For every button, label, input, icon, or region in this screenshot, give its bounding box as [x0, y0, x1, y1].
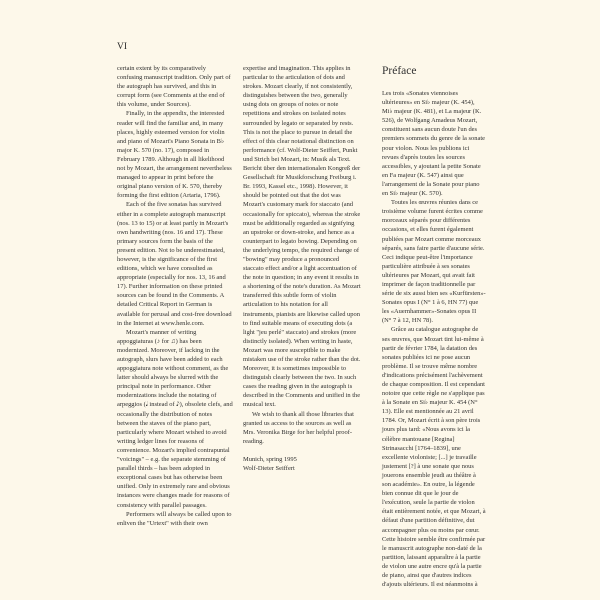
paragraph: Toutes les œuvres réunies dans ce troisième volume furent écrites comme morceaux séparés pour différentes occasions, et elles furent également publiées par Mozart comme morceaux séparés, sans faire partie d'aucune série. Ceci indique peut-être l'importance particulière attribuée à ses sonates ultérieures par Mozart, qui avait fait imprimer de façon traditionnelle par série de six aussi bien ses «Kurfürsten»-Sonates opus I (N° 1 à 6, HN 77) que les «Auernhammer»-Sonates opus II (N° 7 à 12, HN 78). — [382, 199, 486, 325]
paragraph: Grâce au catalogue autographe de ses œuvres, que Mozart tint lui-même à partir de février 1784, la datation des sonates publiées ici ne pose aucun problème. Il se trouve même nombre d'indications précisément l'achèvement de chaque composition. Il est cependant notoire que cette règle ne s'applique pas à la Sonate en Si♭ majeur K. 454 (N° 13). Elle est mentionnée au 21 avril 1784. Or, Mozart écrit à son père trois jours plus tard: «Nous avons ici la célèbre mantouane [Regina] Strinasacchi [1764–1839], une excellente violoniste; [...] je travaille justement [?] à une sonate que nous jouerons ensemble jeudi au théâtre à son académie». En outre, la légende bien connue dit que le jour de l'exécution, seule la partie de violon était entièrement notée, et que Mozart, à défaut d'une partition définitive, dut accompagner plus ou moins par cœur. Cette histoire semble être confirmée par le manuscrit autographe non-daté de la partition, laissant apparaître à la partie de violon une autre encre qu'à la partie de piano, ainsi que d'autres indices d'ajouts ultérieurs. Il est néanmoins à — [382, 326, 486, 589]
paragraph: certain extent by its comparatively confusing manuscript tradition. Only part of the autograph has survived, and this in corrupt form (see Comments at the end of this volume, under Sources). — [117, 65, 231, 109]
paragraph: We wish to thank all those libraries that granted us access to the sources as well as Mrs. Veronika Birge for her helpful proof-reading. — [243, 410, 354, 445]
paragraph: Les trois «Sonates viennoises ultérieures» en Si♭ majeur (K. 454), Mi♭ majeur (K. 481), et La majeur (K. 526), de Wolfgang Amadeus Mozart, constituent sans aucun doute l'un des premiers sommets du genre de la sonate pour violon. Nous les publions ici revues d'après toutes les sources accessibles, y ajoutant la petite Sonate en Fa majeur (K. 547) ainsi que l'arrangement de la Sonate pour piano en Si♭ majeur (K. 570). — [382, 90, 485, 198]
text-column-right — [382, 64, 486, 589]
paragraph: Each of the five sonatas has survived either in a complete autograph manuscript (nos. 13 to 15) or at least partly in Mozart's own handwriting (nos. 16 and 17). These primary sources form the basis of the present edition. Not to be underestimated, however, is the significance of the first editions, which we have consulted as appropriate (especially for nos. 13, 16 and 17). Further information on these printed sources can be found in the Comments. A detailed Critical Report in German is available for perusal and cost-free download in the Internet at www.henle.com. — [117, 201, 232, 327]
signature-block — [243, 455, 361, 473]
paragraph: expertise and imagination. This applies in particular to the articulation of dots and strokes. Mozart clearly, if not consistently, distinguishes between the two, generally using dots on groups of notes or note repetitions and strokes on isolated notes surrounded by legato or separated by rests. This is not the place to pursue in detail the effect of this clear notational distinction on performance (cf. Wolf-Dieter Seiffert, Punkt und Strich bei Mozart, in: Musik als Text. Bericht über den internationalen Kongreß der Gesellschaft für Musikforschung Freiburg i. Br. 1993, Kassel etc., 1998). However, it should be pointed out that the dot was Mozart's customary mark for staccato (and occasionally for spiccato), whereas the stroke must be additionally regarded as signifying an upstroke or down-stroke, and hence as a counterpart to legato bowing. Depending on the underlying tempo, the required change of "bowing" may produce a pronounced staccato effect and/or a light accentuation of the note in question; in any event it results in a shortening of the note's duration. As Mozart transferred this subtle form of violin articulation to his notation for all instruments, pianists are likewise called upon to find suitable means of executing dots (a light "jeu perlé" staccato) and strokes (more distinctly isolated). When writing in haste, Mozart was more susceptible to make mistaken use of the stroke rather than the dot. Moreover, it is sometimes impossible to distinguish clearly between the two. In such cases the reading given in the autograph is described in the Comments and unified in the musical text. — [243, 65, 361, 409]
paragraph: Finally, in the appendix, the interested reader will find the familiar and, in many places, highly esteemed version for violin and piano of Mozart's Piano Sonata in B♭ major K. 570 (no. 17), composed in February 1789. Although in all likelihood not by Mozart, the arrangement nevertheless managed to appear in print before the original piano version of K. 570, thereby forming the first edition (Artaria, 1796). — [117, 110, 232, 200]
section-heading: Préface — [382, 65, 417, 77]
text-column-left — [117, 64, 233, 528]
signature-author: Wolf-Dieter Seiffert — [243, 465, 295, 473]
text-column-middle — [243, 64, 361, 473]
page-number: VI — [117, 42, 128, 52]
paragraph: Performers will always be called upon to enliven the "Urtext" with their own — [117, 510, 232, 527]
paragraph: Mozart's manner of writing appoggiaturas (♪ for ♫) has been modernized. Moreover, if lacking in the autograph, slurs have been added to each appoggiatura note without comment, as the latter should always be slurred with the principal note in performance. Other modernizations include the notating of arpeggios (𝅘𝅥 instead of 𝅘𝅥𝅮), obsolete clefs, and occasionally the distribution of notes between the staves of the piano part, particularly where Mozart wished to avoid writing ledger lines for reasons of convenience. Mozart's implied contrapuntal "voicings" – e.g. the separate stemming of parallel thirds – has been adopted in exceptional cases but has otherwise been unified. Only in extremely rare and obvious instances were changes made for reasons of consistency with parallel passages. — [117, 328, 233, 509]
signature-place-date: Munich, spring 1995 — [243, 455, 297, 463]
